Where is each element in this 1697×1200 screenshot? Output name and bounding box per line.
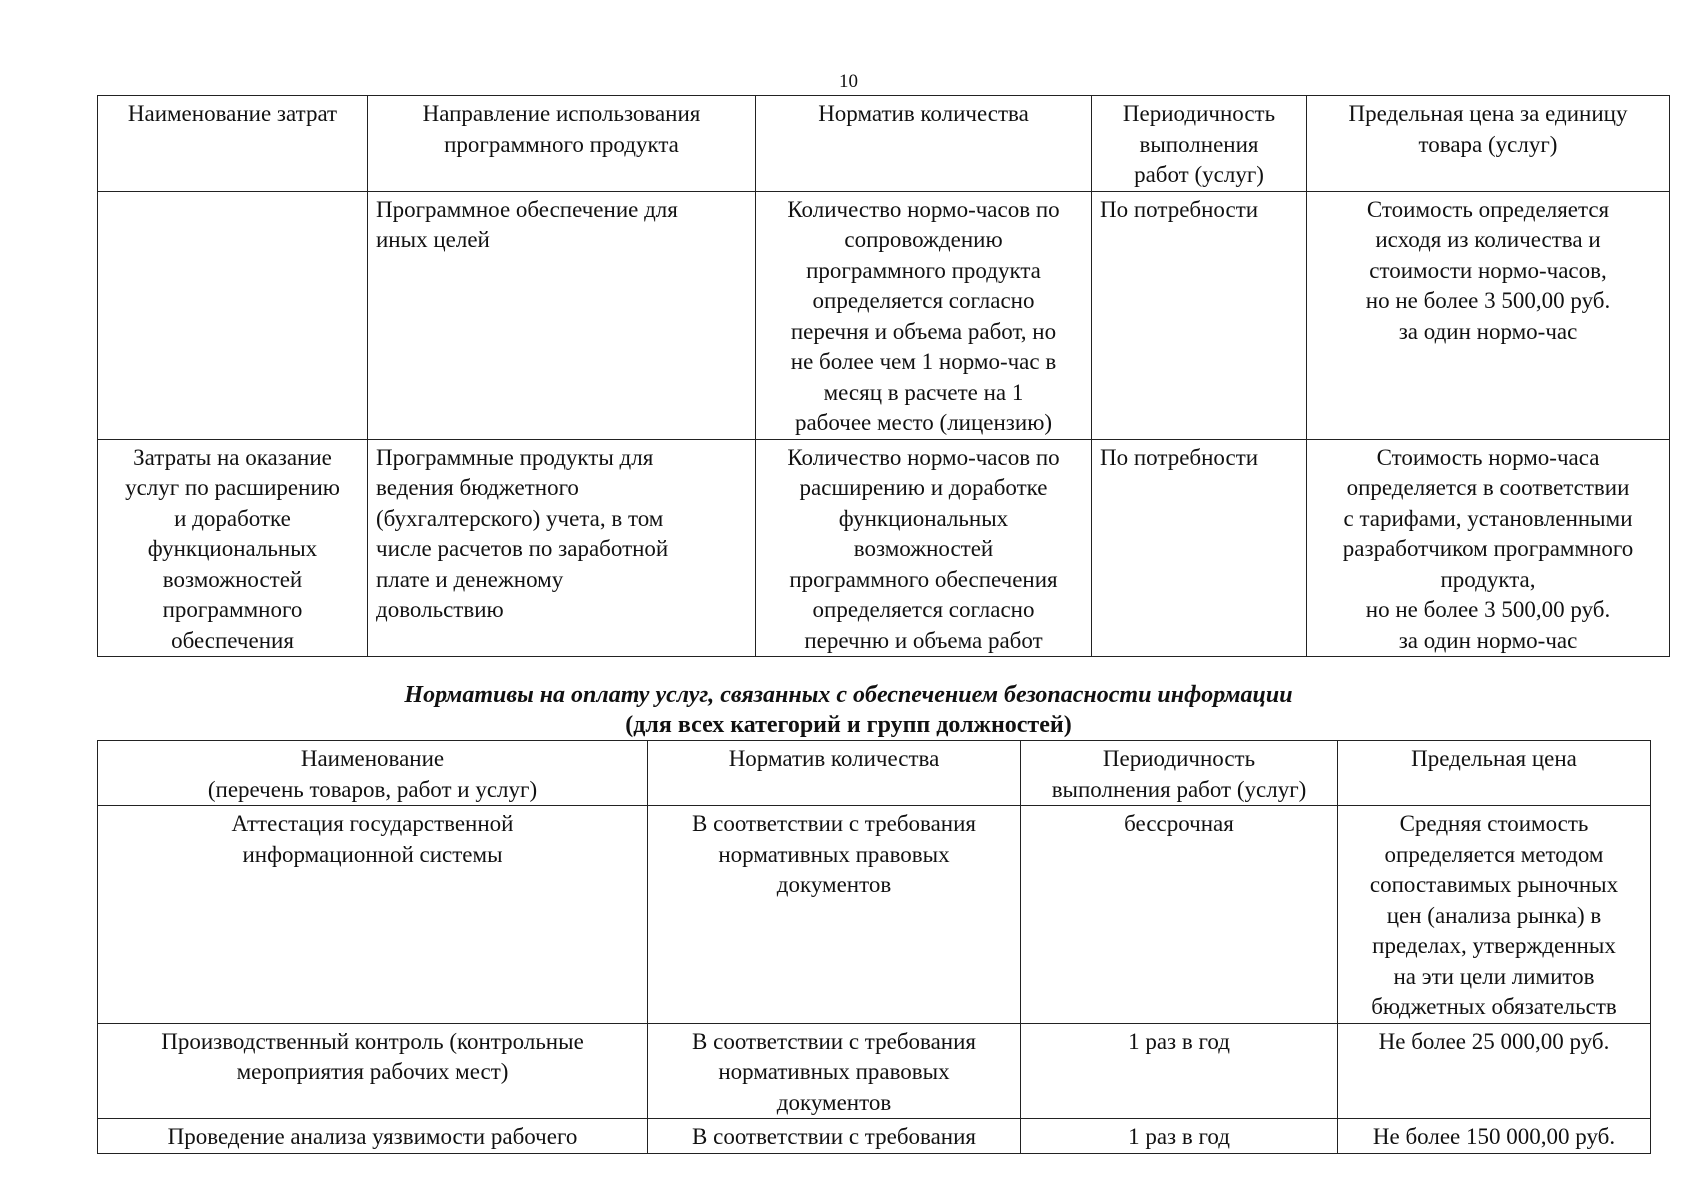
cell-period: 1 раз в год [1021,1023,1338,1119]
cell-period: бессрочная [1021,806,1338,1024]
cell-name: Производственный контроль (контрольные мероприятия рабочих мест) [98,1023,648,1119]
table-header-row [98,741,1651,806]
cell-price: Не более 150 000,00 руб. [1338,1119,1651,1154]
header-norm: Норматив количества [648,741,1021,806]
table-header-row [98,96,1670,192]
header-norm: Норматив количества [756,96,1092,192]
section-title: Нормативы на оплату услуг, связанных с обеспечением безопасности информации [404,682,1293,708]
cell-price: Стоимость нормо-часа определяется в соответствии с тарифами, установленными разработчиком программного продукта, но не более 3 500,00 руб. за один нормо-час [1307,439,1670,657]
section-subtitle: (для всех категорий и групп должностей) [625,712,1072,738]
cell-name: Проведение анализа уязвимости рабочего [98,1119,648,1154]
table-row [98,806,1651,1024]
cell-norm: В соответствии с требования нормативных правовых документов [648,806,1021,1024]
page-number: 10 [839,71,858,92]
cell-price: Средняя стоимость определяется методом сопоставимых рыночных цен (анализа рынка) в пределах, утвержденных на эти цели лимитов бюджетных обязательств [1338,806,1651,1024]
cell-period: По потребности [1092,191,1307,439]
header-price: Предельная цена за единицу товара (услуг) [1307,96,1670,192]
cell-direction: Программные продукты для ведения бюджетного (бухгалтерского) учета, в том числе расчетов по заработной плате и денежному довольствию [368,439,756,657]
cell-period: 1 раз в год [1021,1119,1338,1154]
cell-norm: В соответствии с требования [648,1119,1021,1154]
header-period: Периодичность выполнения работ (услуг) [1021,741,1338,806]
cell-cost-name: Затраты на оказание услуг по расширению и доработке функциональных возможностей программного обеспечения [98,439,368,657]
cell-name: Аттестация государственной информационной системы [98,806,648,1024]
security-services-table [97,740,1651,1154]
header-period: Периодичность выполнения работ (услуг) [1092,96,1307,192]
table-row [98,191,1670,439]
cell-price: Стоимость определяется исходя из количества и стоимости нормо-часов, но не более 3 500,00 руб. за один нормо-час [1307,191,1670,439]
header-cost-name: Наименование затрат [98,96,368,192]
cell-norm: В соответствии с требования нормативных правовых документов [648,1023,1021,1119]
table-row [98,439,1670,657]
table-row [98,1119,1651,1154]
header-direction: Направление использования программного продукта [368,96,756,192]
cell-norm: Количество нормо-часов по расширению и доработке функциональных возможностей программного обеспечения определяется согласно перечню и объема работ [756,439,1092,657]
software-costs-table [97,95,1670,657]
table-row [98,1023,1651,1119]
cell-period: По потребности [1092,439,1307,657]
cell-norm: Количество нормо-часов по сопровождению программного продукта определяется согласно перечня и объема работ, но не более чем 1 нормо-час в месяц в расчете на 1 рабочее место (лицензию) [756,191,1092,439]
cell-price: Не более 25 000,00 руб. [1338,1023,1651,1119]
header-price: Предельная цена [1338,741,1651,806]
cell-direction: Программное обеспечение для иных целей [368,191,756,439]
cell-cost-name [98,191,368,439]
header-name: Наименование (перечень товаров, работ и услуг) [98,741,648,806]
